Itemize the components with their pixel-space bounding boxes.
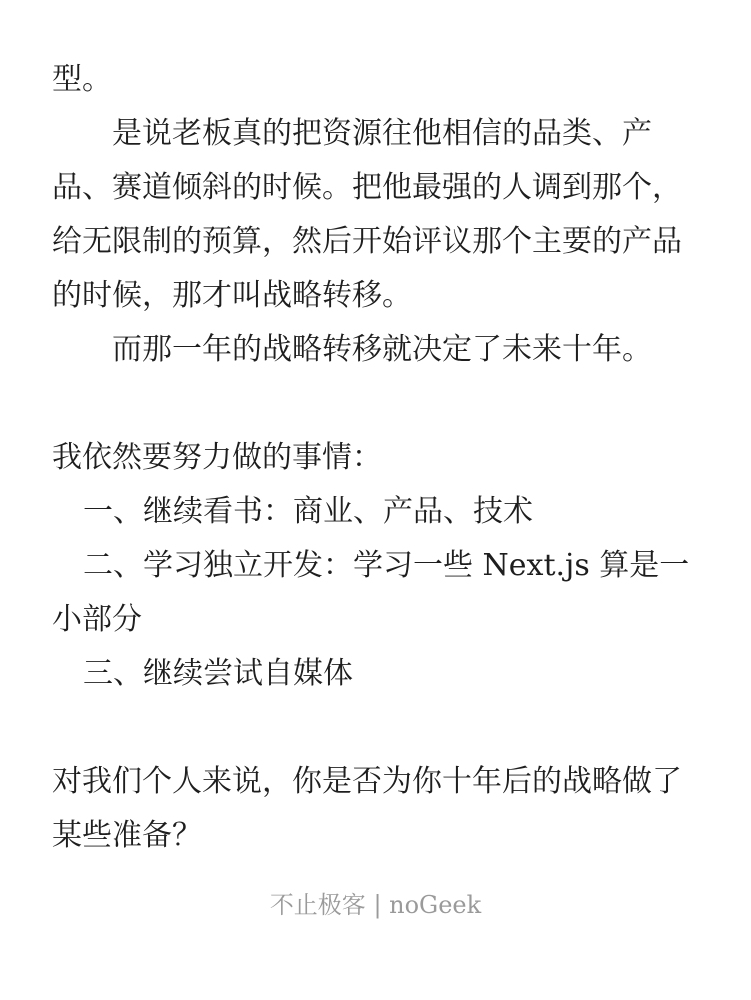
list-item-2-continuation: 小部分 [52, 602, 142, 637]
list-item-2: 二、学习独立开发：学习一些 Next.js 算是一 [83, 548, 690, 583]
text-line: 的时候，那才叫战略转移。 [52, 278, 412, 313]
blank-line [52, 701, 732, 755]
blank-line [52, 377, 732, 431]
section-heading: 我依然要努力做的事情： [52, 440, 382, 475]
text-line: 品、赛道倾斜的时候。把他最强的人调到那个， [52, 170, 682, 205]
list-item-1: 一、继续看书：商业、产品、技术 [83, 494, 533, 529]
text-line: 给无限制的预算，然后开始评议那个主要的产品 [52, 224, 682, 259]
article-body [52, 53, 732, 863]
list-item-3: 三、继续尝试自媒体 [83, 656, 353, 691]
text-line: 型。 [52, 62, 112, 97]
paragraph-first-line: 而那一年的战略转移就决定了未来十年。 [112, 332, 652, 367]
paragraph-first-line: 是说老板真的把资源往他相信的品类、产 [112, 116, 652, 151]
closing-question-line: 对我们个人来说，你是否为你十年后的战略做了 [52, 764, 682, 799]
footer-watermark: 不止极客 | noGeek [269, 891, 482, 919]
closing-question-line: 某些准备？ [52, 818, 202, 853]
